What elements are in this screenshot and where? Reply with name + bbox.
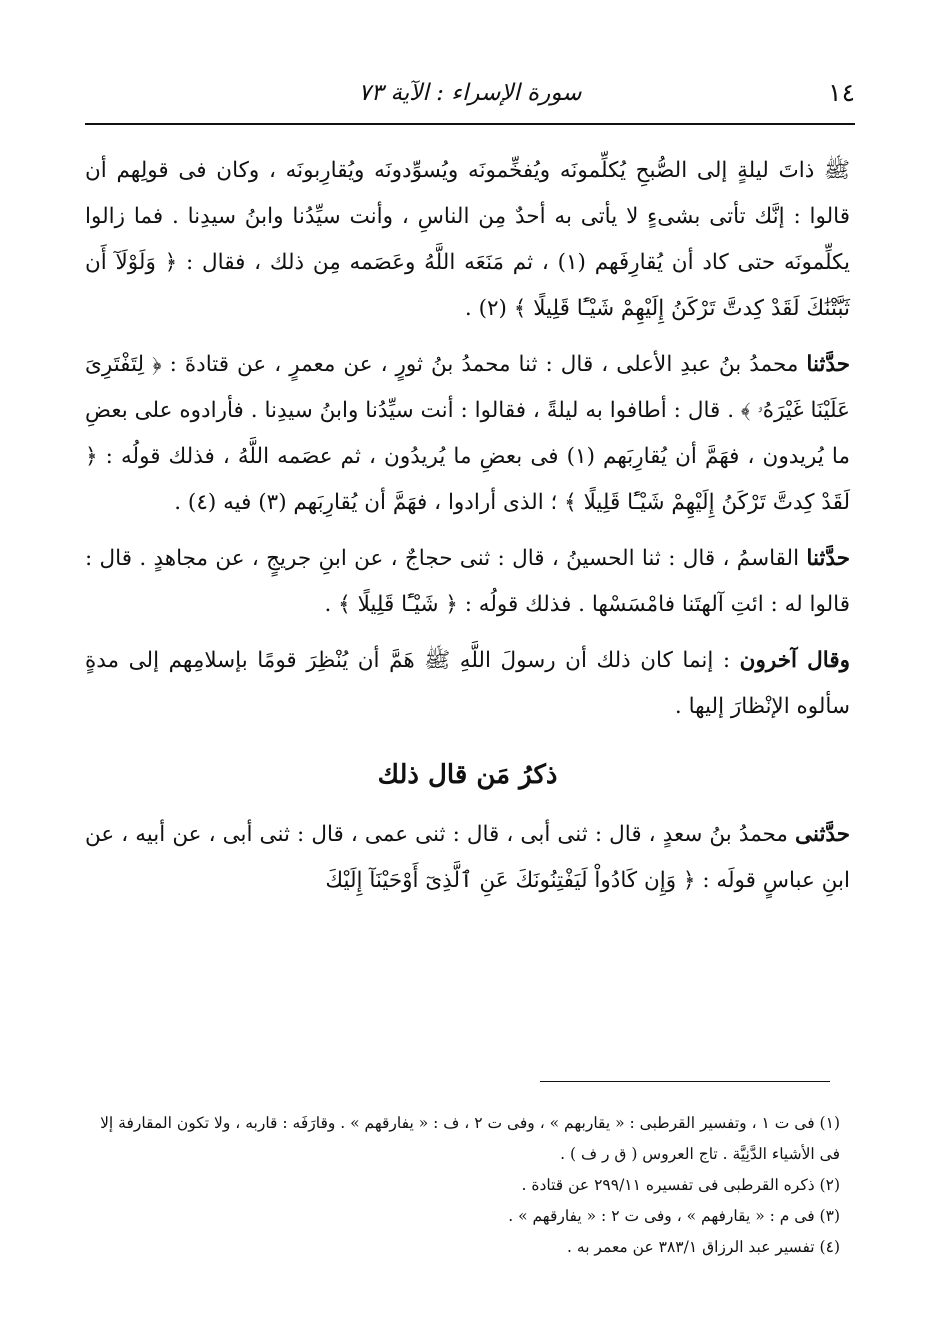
paragraph-1 — [85, 148, 850, 332]
paragraph-lead: حدَّثنى — [795, 822, 850, 847]
footnote-1: (١) فى ت ١ ، وتفسير القرطبى : « يقاربهم » ، وفى ت ٢ ، ف : « يفارقهم » . وقارَفَه : قاربه ، ولا تكون المقارفة إلا فى الأشياء الدَّنِيَّة . تاج العروس ( ق ر ف ) . — [100, 1114, 840, 1163]
footnote-divider — [540, 1081, 830, 1082]
main-text — [85, 148, 850, 914]
footnote-3: (٣) فى م : « يقارفهم » ، وفى ت ٢ : « يفارقهم » . — [508, 1207, 840, 1225]
footnote-4: (٤) تفسير عبد الرزاق ٣٨٣/١ عن معمر به . — [567, 1238, 840, 1256]
paragraph-2 — [85, 342, 850, 526]
paragraph-lead: حدَّثنا — [806, 352, 850, 377]
page-header — [85, 70, 855, 122]
page-number: ١٤ — [828, 78, 855, 107]
paragraph-text: : إنما كان ذلك أن رسولَ اللَّهِ ﷺ هَمَّ أن يُنْظِرَ قومًا بإسلامِهم إلى مدةٍ سألوه الإنْظارَ إليها . — [85, 648, 850, 719]
running-title: سورة الإسراء : الآية ٧٣ — [358, 80, 582, 106]
paragraph-5 — [85, 812, 850, 904]
paragraph-text: القاسمُ ، قال : ثنا الحسينُ ، قال : ثنى حجاجٌ ، عن ابنِ جريجٍ ، عن مجاهدٍ . قال : قالوا له : ائتِ آلهتَنا فامْسَسْها . فذلك قولُه : ﴿ شَيْـًٔا قَلِيلًا ﴾ . — [85, 546, 850, 617]
paragraph-4 — [85, 638, 850, 730]
paragraph-lead: حدَّثنا — [806, 546, 850, 571]
footnote-2: (٢) ذكره القرطبى فى تفسيره ٢٩٩/١١ عن قتادة . — [521, 1176, 840, 1194]
paragraph-lead: وقال آخرون — [739, 648, 850, 673]
footnotes — [85, 1108, 840, 1263]
paragraph-text: ﷺ ذاتَ ليلةٍ إلى الصُّبحِ يُكلِّمونَه ويُفخِّمونَه ويُسوِّدونَه ويُقارِبونَه ، وكان فى قولِهم أن قالوا : إنَّك تأتى بشىءٍ لا يأتى به أحدٌ مِن الناسِ ، وأنت سيِّدُنا وابنُ سيدِنا . فما زالوا يكلِّمونَه حتى كاد أن يُقارِفَهم (١) ، ثم مَنَعَه اللَّهُ وعَصَمه مِن ذلك ، فقال : ﴿ وَلَوْلَآ أَن ثَبَّتْنَٰكَ لَقَدْ كِدتَّ تَرْكَنُ إِلَيْهِمْ شَيْـًٔا قَلِيلًا ﴾ (٢) . — [85, 158, 850, 321]
paragraph-text: محمدُ بنُ عبدِ الأعلى ، قال : ثنا محمدُ بنُ ثورٍ ، عن معمرٍ ، عن قتادةَ : ﴿ لِتَفْتَرِىَ عَلَيْنَا غَيْرَهُۥ ﴾ . قال : أطافوا به ليلةً ، فقالوا : أنت سيِّدُنا وابنُ سيدِنا . فأرادوه على بعضِ ما يُريدون ، فهَمَّ أن يُقارِبَهم (١) فى بعضِ ما يُريدُون ، ثم عصَمه اللَّهُ ، فذلك قولُه : ﴿ لَقَدْ كِدتَّ تَرْكَنُ إِلَيْهِمْ شَيْـًٔا قَلِيلًا ﴾ ؛ الذى أرادوا ، فهَمَّ أن يُقارِبَهم (٣) فيه (٤) . — [85, 352, 850, 515]
paragraph-3 — [85, 536, 850, 628]
section-heading: ذكرُ مَن قال ذلك — [377, 760, 558, 790]
header-divider — [85, 123, 855, 125]
paragraph-text: محمدُ بنُ سعدٍ ، قال : ثنى أبى ، قال : ثنى عمى ، قال : ثنى أبى ، عن أبيه ، عن ابنِ عباسٍ قولَه : ﴿ وَإِن كَادُواْ لَيَفْتِنُونَكَ عَنِ ٱلَّذِىٓ أَوْحَيْنَآ إِلَيْكَ — [85, 822, 850, 893]
